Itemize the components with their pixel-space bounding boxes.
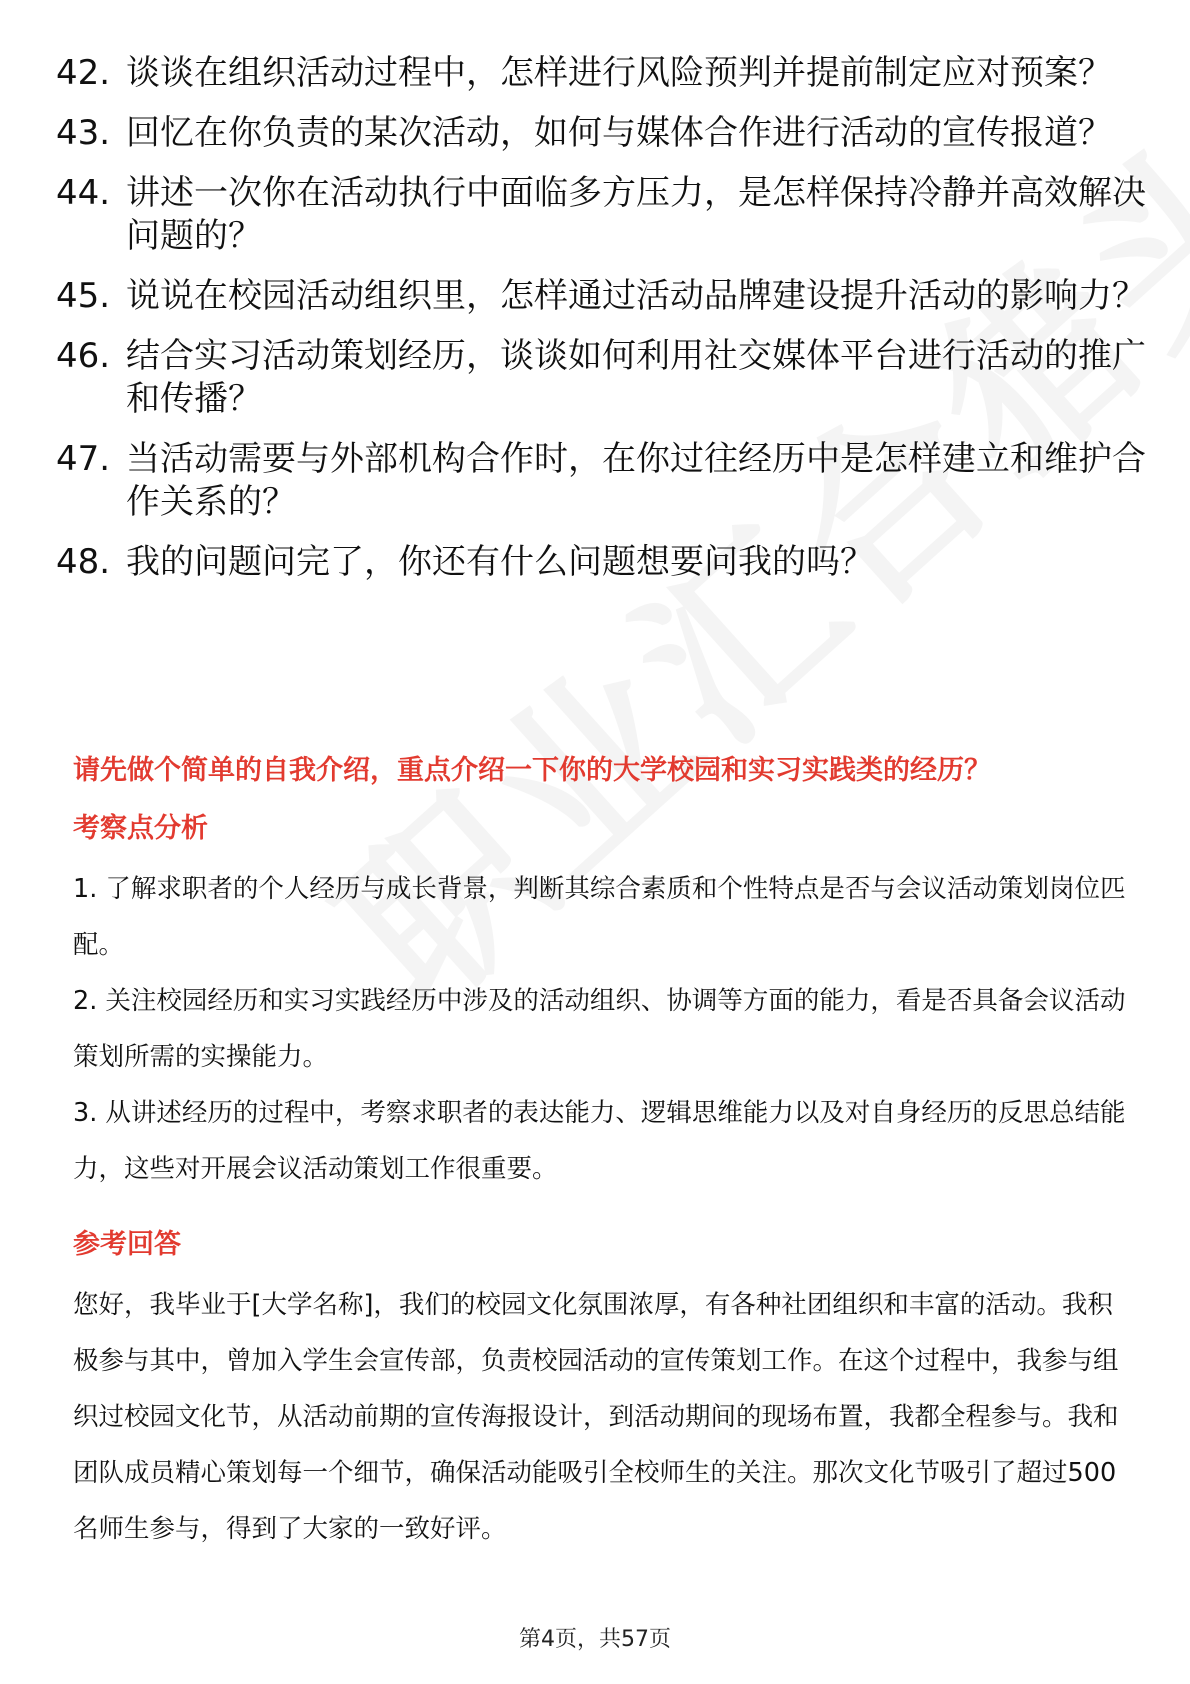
answer-heading: 参考回答 <box>73 1229 181 1260</box>
question-item-48 <box>56 541 1146 584</box>
analysis-heading: 考察点分析 <box>73 813 208 844</box>
question-text: 讲述一次你在活动执行中面临多方压力，是怎样保持冷静并高效解决问题的？ <box>126 173 1146 256</box>
question-text: 我的问题问完了，你还有什么问题想要问我的吗？ <box>126 542 874 582</box>
question-number: 48. <box>56 542 111 582</box>
analysis-item: 3. 从讲述经历的过程中，考察求职者的表达能力、逻辑思维能力以及对自身经历的反思总结能力，这些对开展会议活动策划工作很重要。 <box>73 1098 1126 1184</box>
question-item-43 <box>56 112 1146 155</box>
analysis-list <box>73 861 1133 1197</box>
analysis-item: 2. 关注校园经历和实习实践经历中涉及的活动组织、协调等方面的能力，看是否具备会议活动策划所需的实操能力。 <box>73 986 1126 1072</box>
analysis-item: 1. 了解求职者的个人经历与成长背景，判断其综合素质和个性特点是否与会议活动策划岗位匹配。 <box>73 874 1126 960</box>
question-number: 46. <box>56 336 111 376</box>
question-text: 说说在校园活动组织里，怎样通过活动品牌建设提升活动的影响力？ <box>126 276 1146 316</box>
question-item-42 <box>56 52 1146 95</box>
question-text: 回忆在你负责的某次活动，如何与媒体合作进行活动的宣传报道？ <box>126 113 1112 153</box>
question-number: 47. <box>56 439 111 479</box>
question-number: 42. <box>56 53 111 93</box>
question-item-45 <box>56 275 1146 318</box>
question-item-46 <box>56 335 1146 421</box>
question-item-47 <box>56 438 1146 524</box>
featured-question: 请先做个简单的自我介绍，重点介绍一下你的大学校园和实习实践类的经历？ <box>73 755 991 786</box>
question-number: 45. <box>56 276 111 316</box>
question-number: 44. <box>56 173 111 213</box>
question-text: 结合实习活动策划经历，谈谈如何利用社交媒体平台进行活动的推广和传播？ <box>126 336 1146 419</box>
answer-paragraph: 您好，我毕业于[大学名称]，我们的校园文化氛围浓厚，有各种社团组织和丰富的活动。我积极参与其中，曾加入学生会宣传部，负责校园活动的宣传策划工作。在这个过程中，我参与组织过校园文化节，从活动前期的宣传海报设计，到活动期间的现场布置，我都全程参与。我和团队成员精心策划每一个细节，确保活动能吸引全校师生的关注。那次文化节吸引了超过500名师生参与，得到了大家的一致好评。 <box>73 1290 1119 1544</box>
question-text: 谈谈在组织活动过程中，怎样进行风险预判并提前制定应对预案？ <box>126 53 1112 93</box>
question-list <box>56 52 1146 601</box>
page-number-footer: 第4页，共57页 <box>519 1627 671 1652</box>
question-item-44 <box>56 172 1146 258</box>
question-number: 43. <box>56 113 111 153</box>
question-text: 当活动需要与外部机构合作时，在你过往经历中是怎样建立和维护合作关系的？ <box>126 439 1146 522</box>
